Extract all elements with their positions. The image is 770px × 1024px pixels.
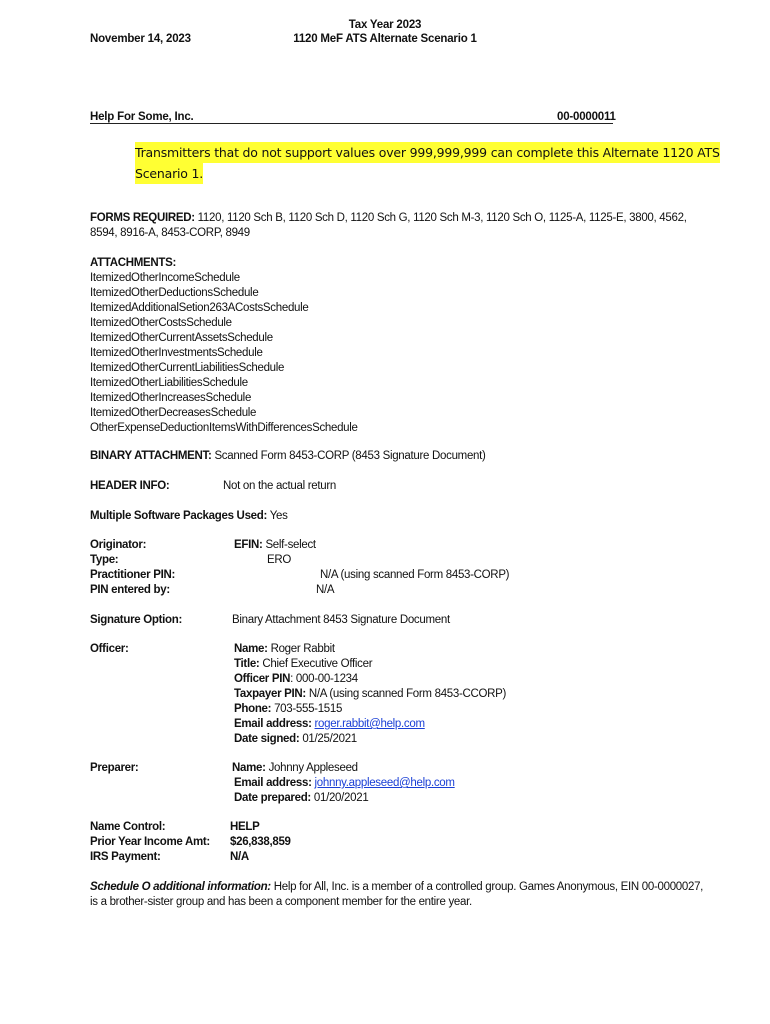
- header-info-label: HEADER INFO:: [90, 480, 170, 492]
- document-title-line2: 1120 MeF ATS Alternate Scenario 1: [293, 33, 477, 45]
- officer-title-row: [234, 657, 372, 672]
- forms-required-list: 1120, 1120 Sch B, 1120 Sch D, 1120 Sch G, 1120 Sch M-3, 1120 Sch O, 1125-A, 1125-E, 3800, 4562,: [197, 212, 687, 224]
- forms-required-label: FORMS REQUIRED:: [90, 212, 195, 224]
- notice-line2: Scenario 1.: [135, 163, 203, 184]
- preparer-name-label: Name:: [232, 762, 266, 774]
- prior-year-value: $26,838,859: [230, 836, 291, 848]
- attachment-item: ItemizedAdditionalSetion263ACostsSchedule: [90, 302, 309, 314]
- schedule-o-line1: [90, 880, 703, 895]
- officer-title: Chief Executive Officer: [262, 658, 373, 670]
- company-underline: [90, 123, 613, 124]
- officer-name-row: [234, 642, 335, 657]
- officer-label: Officer:: [90, 643, 129, 655]
- practitioner-pin-value: N/A (using scanned Form 8453-CORP): [320, 569, 510, 581]
- preparer-label: Preparer:: [90, 762, 139, 774]
- attachment-item: ItemizedOtherDeductionsSchedule: [90, 287, 259, 299]
- header-info-value: Not on the actual return: [223, 480, 336, 492]
- software-value: Yes: [269, 510, 288, 522]
- binary-attachment-value: Scanned Form 8453-CORP (8453 Signature Document): [214, 450, 486, 462]
- irs-payment-value: N/A: [230, 851, 249, 863]
- officer-date: 01/25/2021: [302, 733, 357, 745]
- officer-email-label: Email address:: [234, 718, 312, 730]
- preparer-email-link[interactable]: johnny.appleseed@help.com: [314, 777, 455, 789]
- signature-option-value: Binary Attachment 8453 Signature Document: [232, 614, 450, 626]
- prior-year-label: Prior Year Income Amt:: [90, 836, 210, 848]
- type-label: Type:: [90, 554, 119, 566]
- officer-phone-row: [234, 702, 342, 717]
- attachment-item: ItemizedOtherIncreasesSchedule: [90, 392, 252, 404]
- schedule-o-text: Help for All, Inc. is a member of a controlled group. Games Anonymous, EIN 00-0000027,: [273, 881, 704, 893]
- binary-attachment-row: [90, 449, 486, 464]
- forms-required-line2: 8594, 8916-A, 8453-CORP, 8949: [90, 227, 250, 239]
- signature-option-label: Signature Option:: [90, 614, 183, 626]
- binary-attachment-label: BINARY ATTACHMENT:: [90, 450, 212, 462]
- attachment-item: OtherExpenseDeductionItemsWithDifferencesSchedule: [90, 422, 358, 434]
- preparer-name-row: [232, 761, 358, 776]
- attachment-item: ItemizedOtherLiabilitiesSchedule: [90, 377, 248, 389]
- attachment-item: ItemizedOtherCostsSchedule: [90, 317, 232, 329]
- taxpayer-pin: N/A (using scanned Form 8453-CCORP): [308, 688, 507, 700]
- document-title-line1: Tax Year 2023: [348, 19, 422, 31]
- officer-pin-label: Officer PIN: [234, 673, 291, 685]
- attachments-label: ATTACHMENTS:: [90, 257, 177, 269]
- officer-date-label: Date signed:: [234, 733, 300, 745]
- type-value: ERO: [267, 554, 292, 566]
- attachment-item: ItemizedOtherCurrentLiabilitiesSchedule: [90, 362, 285, 374]
- document-date: November 14, 2023: [90, 33, 191, 45]
- irs-payment-label: IRS Payment:: [90, 851, 161, 863]
- efin-value: Self-select: [265, 539, 316, 551]
- schedule-o-label: Schedule O additional information:: [90, 881, 271, 893]
- notice-line1: Transmitters that do not support values over 999,999,999 can complete this Alternate 1120 ATS: [135, 142, 720, 163]
- software-row: [90, 509, 288, 524]
- practitioner-pin-label: Practitioner PIN:: [90, 569, 176, 581]
- officer-phone: 703-555-1515: [274, 703, 343, 715]
- officer-title-label: Title:: [234, 658, 260, 670]
- officer-name: Roger Rabbit: [270, 643, 335, 655]
- preparer-name: Johnny Appleseed: [268, 762, 358, 774]
- officer-pin: : 000-00-1234: [290, 673, 358, 685]
- officer-name-label: Name:: [234, 643, 268, 655]
- officer-email-link[interactable]: roger.rabbit@help.com: [314, 718, 425, 730]
- software-label: Multiple Software Packages Used:: [90, 510, 268, 522]
- officer-pin-row: [234, 672, 358, 687]
- efin-row: [234, 538, 316, 553]
- attachment-item: ItemizedOtherCurrentAssetsSchedule: [90, 332, 273, 344]
- forms-required-line1: [90, 211, 687, 226]
- company-name: Help For Some, Inc.: [90, 111, 194, 123]
- efin-label: EFIN:: [234, 539, 263, 551]
- schedule-o-line2: is a brother-sister group and has been a component member for the entire year.: [90, 896, 472, 908]
- officer-phone-label: Phone:: [234, 703, 272, 715]
- attachment-item: ItemizedOtherIncomeSchedule: [90, 272, 240, 284]
- taxpayer-pin-row: [234, 687, 506, 702]
- officer-date-row: [234, 732, 357, 747]
- pin-entered-by-label: PIN entered by:: [90, 584, 170, 596]
- preparer-date-label: Date prepared:: [234, 792, 311, 804]
- company-ein: 00-0000011: [557, 111, 616, 123]
- preparer-email-row: [234, 776, 455, 791]
- attachment-item: ItemizedOtherInvestmentsSchedule: [90, 347, 263, 359]
- originator-label: Originator:: [90, 539, 147, 551]
- preparer-date-row: [234, 791, 368, 806]
- preparer-date: 01/20/2021: [313, 792, 369, 804]
- name-control-label: Name Control:: [90, 821, 166, 833]
- preparer-email-label: Email address:: [234, 777, 312, 789]
- attachment-item: ItemizedOtherDecreasesSchedule: [90, 407, 257, 419]
- name-control-value: HELP: [230, 821, 260, 833]
- pin-entered-by-value: N/A: [316, 584, 335, 596]
- officer-email-row: [234, 717, 425, 732]
- taxpayer-pin-label: Taxpayer PIN:: [234, 688, 306, 700]
